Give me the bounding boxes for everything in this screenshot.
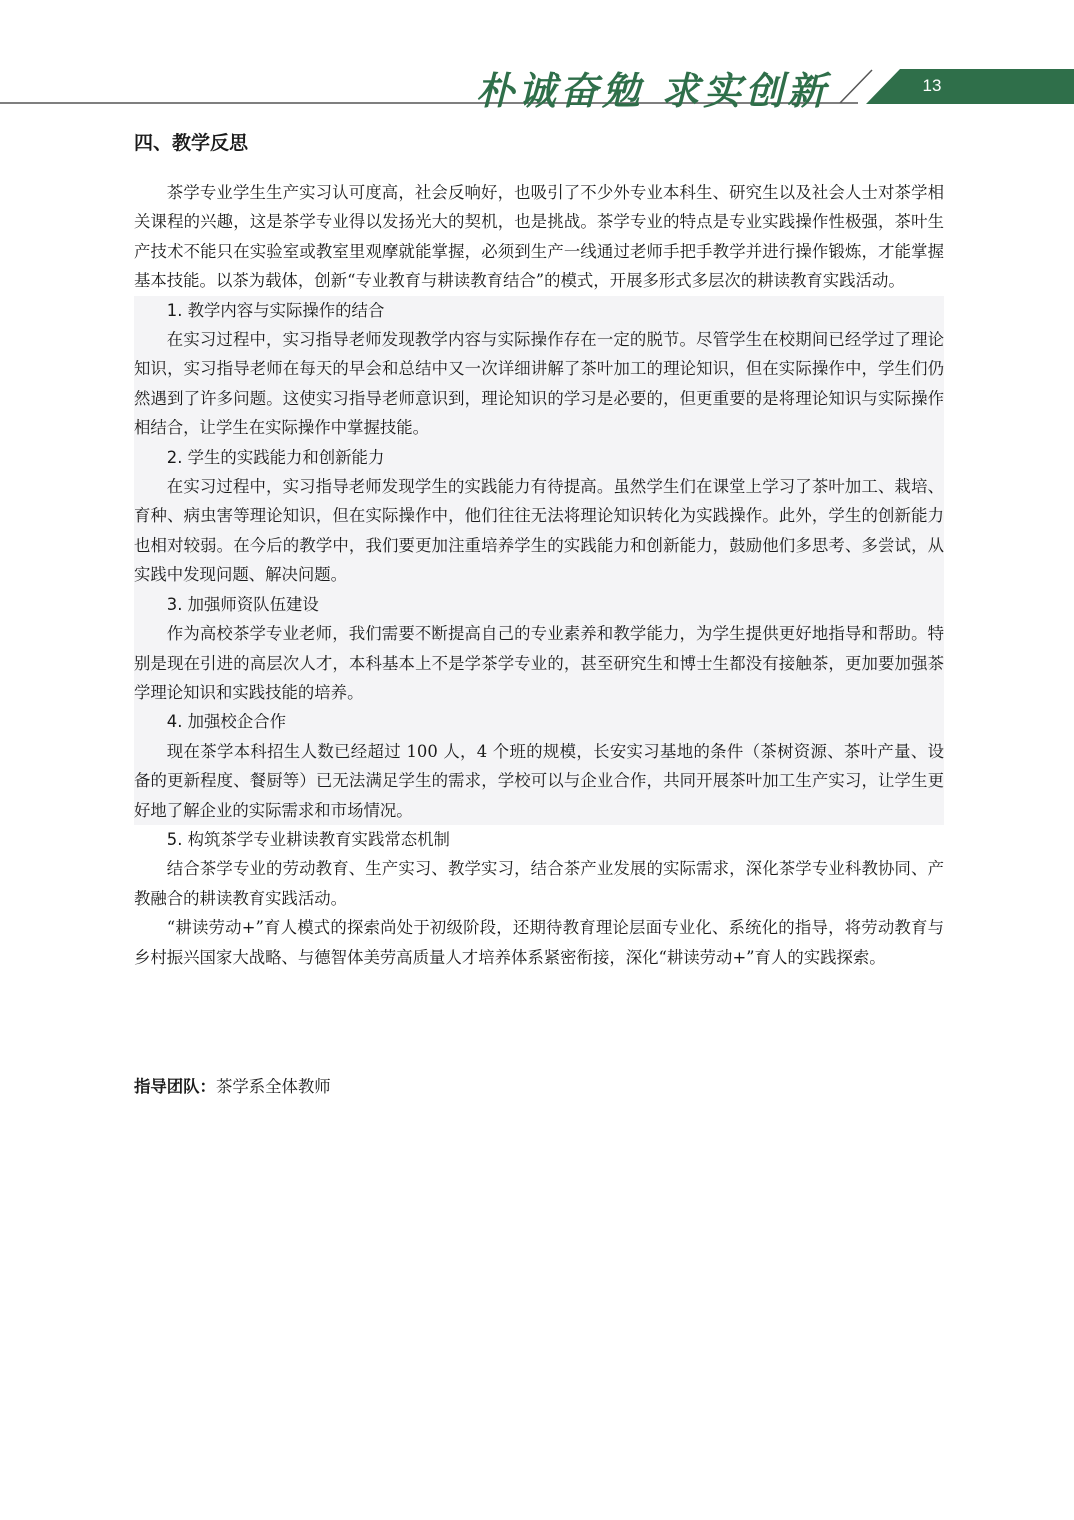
item-text-4: 现在茶学本科招生人数已经超过 100 人，4 个班的规模，长安实习基地的条件（茶树资源、茶叶产量、设备的更新程度、餐厨等）已无法满足学生的需求，学校可以与企业合作，共同开展茶叶加工生产实习，让学生更好地了解企业的实际需求和市场情况。 [134, 741, 944, 820]
guide-team-value: 茶学系全体教师 [215, 1077, 331, 1096]
header-motto: 朴诚奋勉 求实创新 [476, 68, 830, 113]
item-heading-5: 5. 构筑茶学专业耕读教育实践常态机制 [166, 829, 450, 849]
guide-team [134, 1072, 331, 1101]
item-heading-2: 2. 学生的实践能力和创新能力 [166, 447, 385, 467]
page-number: 13 [922, 76, 942, 95]
section-title: 四、教学反思 [134, 132, 249, 154]
shaded-block [134, 296, 944, 825]
intro-paragraph: 茶学专业学生生产实习认可度高，社会反响好，也吸引了不少外专业本科生、研究生以及社会人士对茶学相关课程的兴趣，这是茶学专业得以发扬光大的契机，也是挑战。茶学专业的特点是专业实践操作性极强，茶叶生产技术不能只在实验室或教室里观摩就能掌握，必须到生产一线通过老师手把手教学并进行操作锻炼，才能掌握基本技能。以茶为载体，创新“专业教育与耕读教育结合”的模式，开展多形式多层次的耕读教育实践活动。 [134, 183, 944, 291]
guide-team-label: 指导团队： [134, 1077, 216, 1096]
item-text-3: 作为高校茶学专业老师，我们需要不断提高自己的专业素养和教学能力，为学生提供更好地指导和帮助。特别是现在引进的高层次人才，本科基本上不是学茶学专业的，甚至研究生和博士生都没有接触茶，更加要加强茶学理论知识和实践技能的培养。 [134, 624, 944, 702]
closing-paragraph: “耕读劳动+”育人模式的探索尚处于初级阶段，还期待教育理论层面专业化、系统化的指导，将劳动教育与乡村振兴国家大战略、与德智体美劳高质量人才培养体系紧密衔接，深化“耕读劳动+”育人的实践探索。 [134, 918, 944, 967]
item-heading-1: 1. 教学内容与实际操作的结合 [166, 300, 385, 320]
item-text-5: 结合茶学专业的劳动教育、生产实习、教学实习，结合茶产业发展的实际需求，深化茶学专业科教协同、产教融合的耕读教育实践活动。 [134, 859, 944, 908]
item-text-1: 在实习过程中，实习指导老师发现教学内容与实际操作存在一定的脱节。尽管学生在校期间已经学过了理论知识，实习指导老师在每天的早会和总结中又一次详细讲解了茶叶加工的理论知识，但在实际操作中，学生们仍然遇到了许多问题。这使实习指导老师意识到，理论知识的学习是必要的，但更重要的是将理论知识与实际操作相结合，让学生在实际操作中掌握技能。 [134, 330, 944, 438]
item-text-2: 在实习过程中，实习指导老师发现学生的实践能力有待提高。虽然学生们在课堂上学习了茶叶加工、栽培、育种、病虫害等理论知识，但在实际操作中，他们往往无法将理论知识转化为实践操作。此外，学生的创新能力也相对较弱。在今后的教学中，我们要更加注重培养学生的实践能力和创新能力，鼓励他们多思考、多尝试，从实践中发现问题、解决问题。 [134, 477, 944, 585]
item-heading-4: 4. 加强校企合作 [166, 712, 286, 732]
page-header [0, 0, 1074, 113]
header-slash [840, 70, 872, 103]
main-content [134, 128, 944, 972]
item-heading-3: 3. 加强师资队伍建设 [166, 594, 319, 614]
page-number-tab [866, 69, 1074, 104]
